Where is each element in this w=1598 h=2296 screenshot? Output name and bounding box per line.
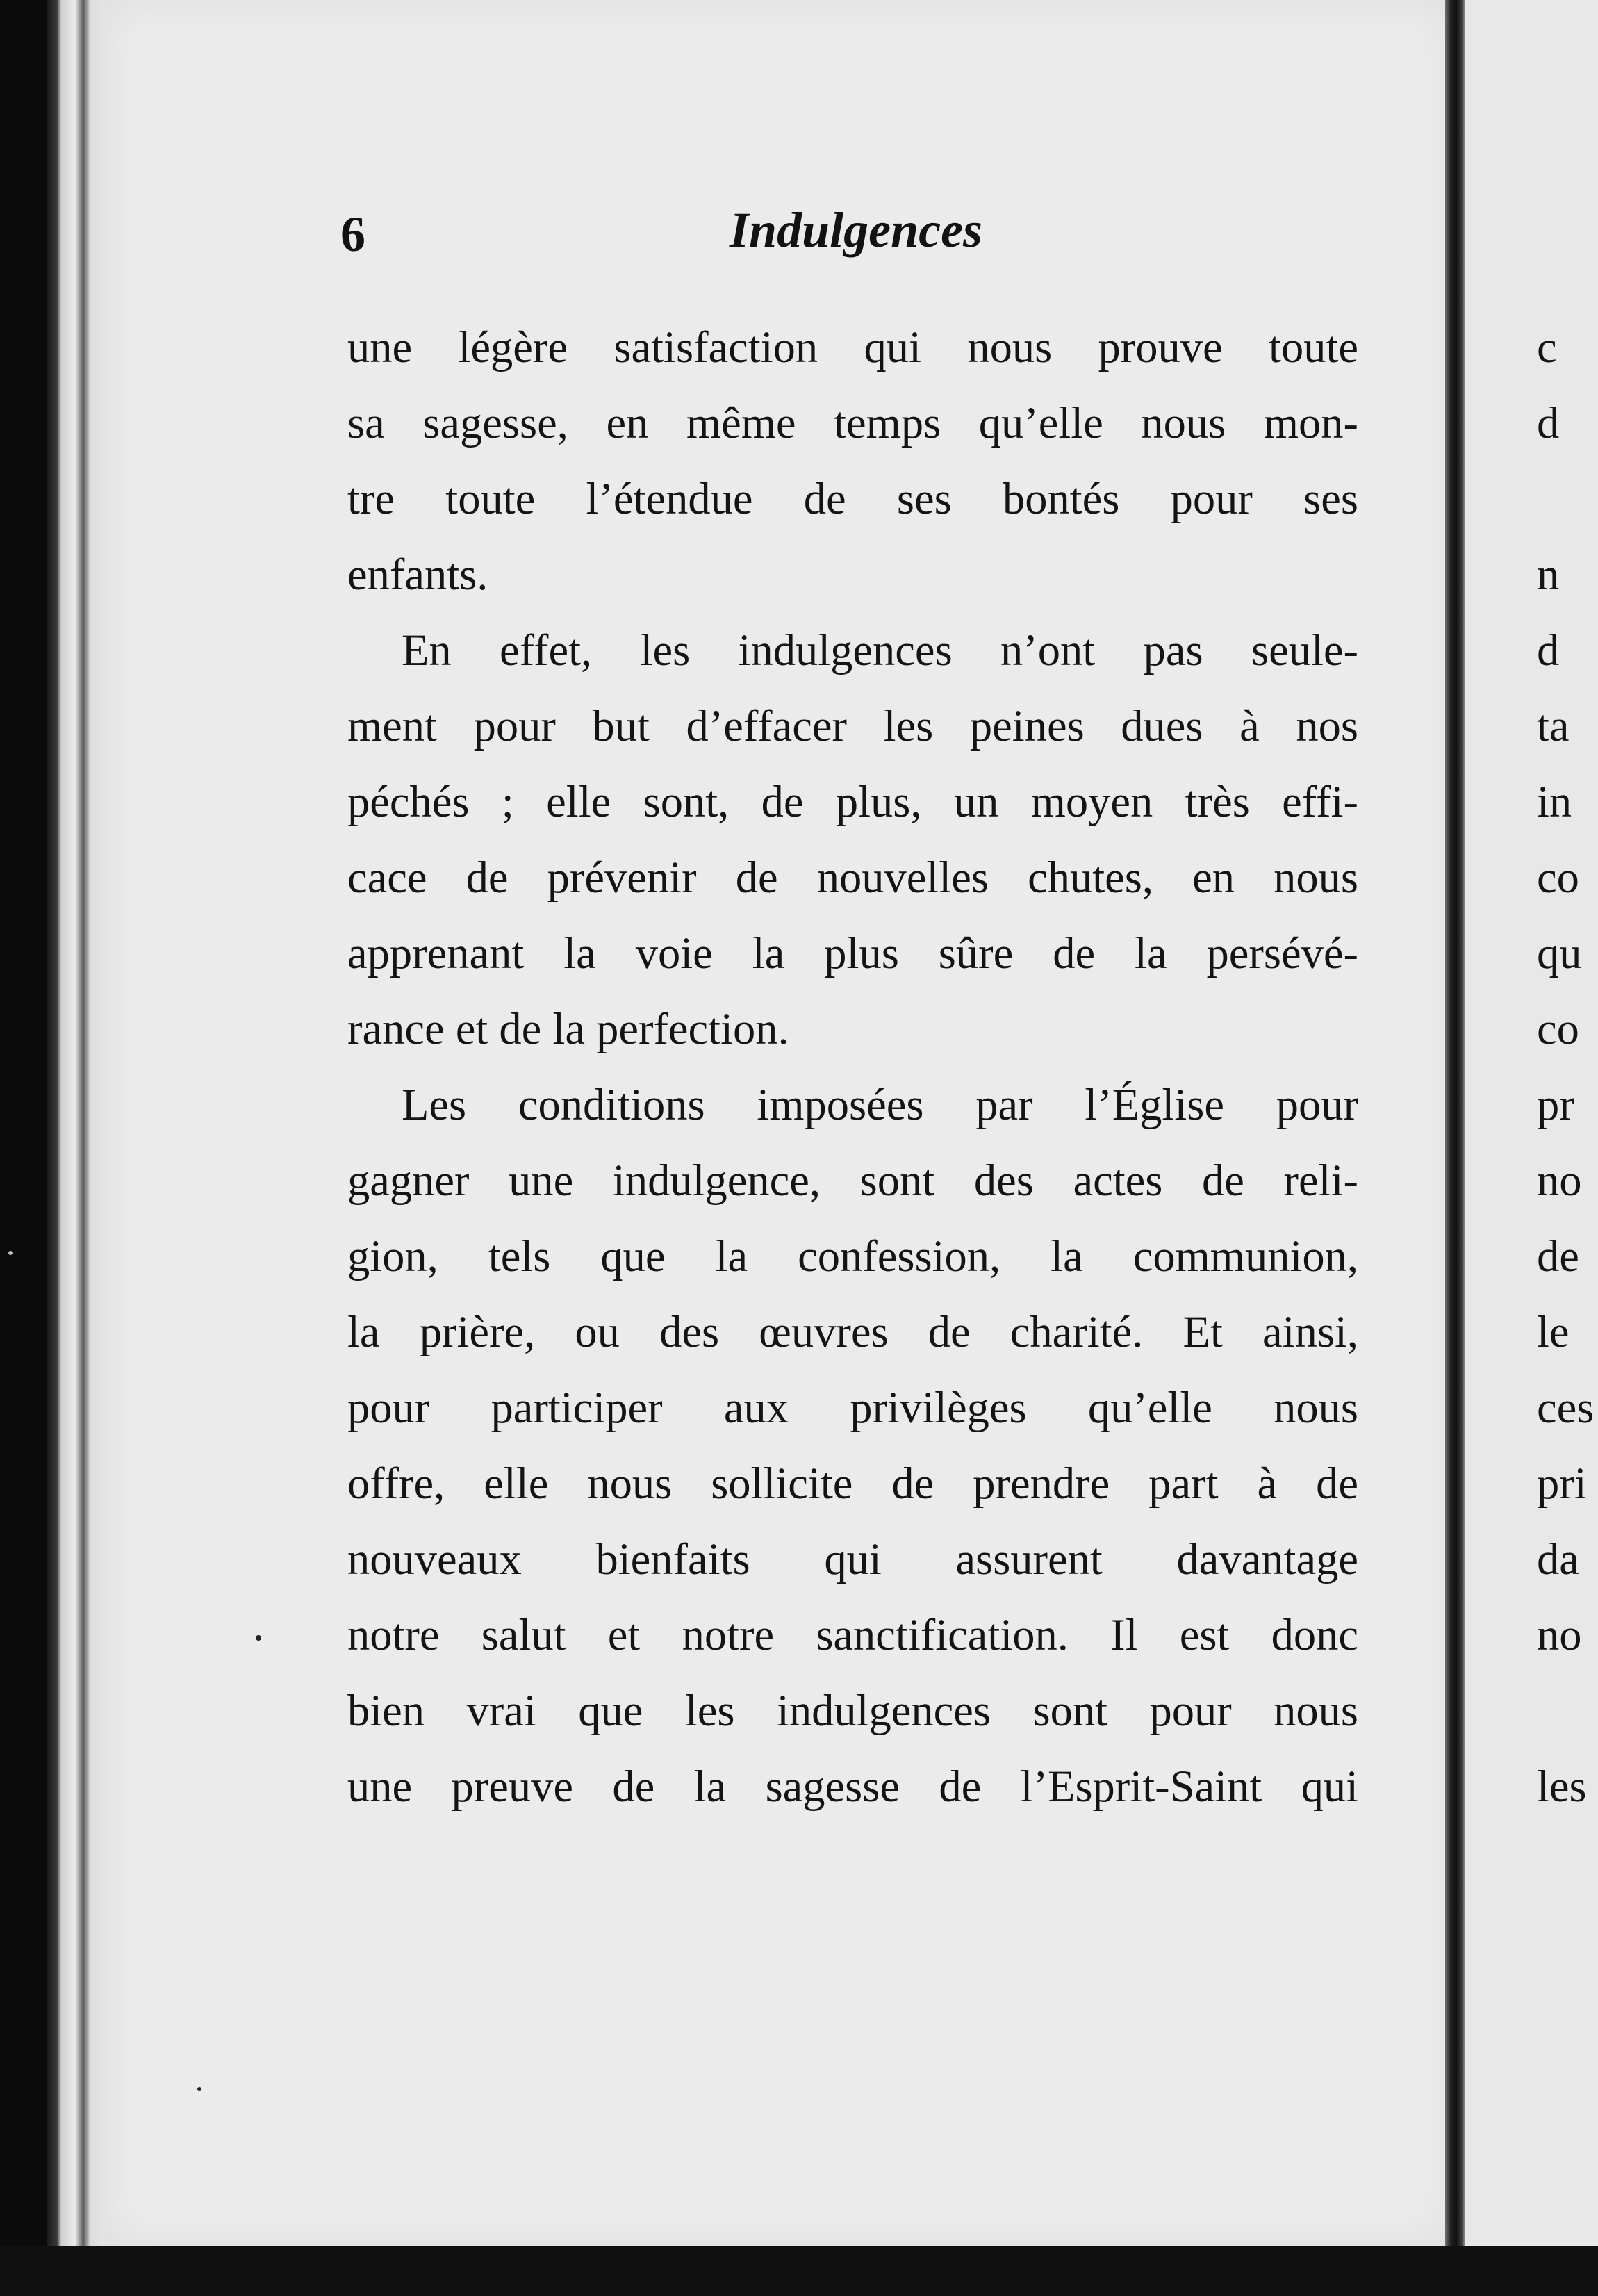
facing-text-fragment: in: [1537, 777, 1572, 826]
facing-text-fragment: ta: [1537, 701, 1570, 751]
scan-bottom-edge: [0, 2246, 1598, 2296]
ink-speck: [197, 2087, 201, 2091]
text-line: notre salut et notre sanctification. Il est donc: [347, 1610, 1358, 1659]
text-line: gion, tels que la confession, la communion,: [347, 1231, 1358, 1281]
facing-text-fragment: ces: [1537, 1383, 1595, 1432]
ink-speck: [256, 1635, 261, 1641]
text-line: cace de prévenir de nouvelles chutes, en nous: [347, 853, 1358, 902]
facing-text-fragment: da: [1537, 1534, 1579, 1584]
facing-text-fragment: n: [1537, 550, 1560, 599]
text-line: tre toute l’étendue de ses bontés pour ses: [347, 474, 1358, 523]
text-line: enfants.: [347, 550, 488, 599]
text-line: ment pour but d’effacer les peines dues à nos: [347, 701, 1358, 751]
facing-text-fragment: d: [1537, 398, 1560, 448]
facing-page-text: [1537, 309, 1598, 1824]
paragraph: [347, 612, 1358, 1067]
facing-text-fragment: no: [1537, 1156, 1582, 1205]
text-line: une légère satisfaction qui nous prouve toute: [347, 322, 1358, 372]
running-title: Indulgences: [730, 202, 983, 258]
facing-text-fragment: [1537, 1673, 1598, 1748]
facing-text-fragment: co: [1537, 853, 1579, 902]
text-line: rance et de la perfection.: [347, 1004, 789, 1053]
text-line: nouveaux bienfaits qui assurent davantage: [347, 1534, 1358, 1584]
facing-text-fragment: les: [1537, 1762, 1587, 1811]
facing-text-fragment: le: [1537, 1307, 1570, 1356]
facing-text-fragment: pri: [1537, 1459, 1587, 1508]
text-line: offre, elle nous sollicite de prendre part à de: [347, 1459, 1358, 1508]
body-text: [347, 309, 1358, 1824]
facing-text-fragment: no: [1537, 1610, 1582, 1659]
text-line: En effet, les indulgences n’ont pas seule-: [402, 625, 1358, 675]
page-number: 6: [340, 206, 365, 262]
text-line: Les conditions imposées par l’Église pour: [402, 1080, 1358, 1129]
binding-edge: [47, 0, 111, 2252]
facing-text-fragment: c: [1537, 322, 1557, 372]
text-line: sa sagesse, en même temps qu’elle nous mon-: [347, 398, 1358, 448]
text-line: la prière, ou des œuvres de charité. Et ainsi,: [347, 1307, 1358, 1356]
text-line: pour participer aux privilèges qu’elle nous: [347, 1383, 1358, 1432]
text-line: péchés ; elle sont, de plus, un moyen très effi-: [347, 777, 1358, 826]
ink-speck: [8, 1251, 13, 1255]
facing-text-fragment: co: [1537, 1004, 1579, 1053]
text-line: apprenant la voie la plus sûre de la persévé-: [347, 928, 1358, 978]
facing-text-fragment: de: [1537, 1231, 1579, 1281]
running-head: [340, 202, 1355, 264]
text-line: bien vrai que les indulgences sont pour nous: [347, 1686, 1358, 1735]
paragraph: [347, 309, 1358, 612]
facing-text-fragment: [1537, 461, 1598, 536]
facing-text-fragment: d: [1537, 625, 1560, 675]
text-line: une preuve de la sagesse de l’Esprit-Saint qui: [347, 1762, 1358, 1811]
facing-text-fragment: pr: [1537, 1080, 1574, 1129]
page-gutter: [1445, 0, 1465, 2279]
facing-text-fragment: qu: [1537, 928, 1582, 978]
paragraph: [347, 1067, 1358, 1824]
text-line: gagner une indulgence, sont des actes de reli-: [347, 1156, 1358, 1205]
